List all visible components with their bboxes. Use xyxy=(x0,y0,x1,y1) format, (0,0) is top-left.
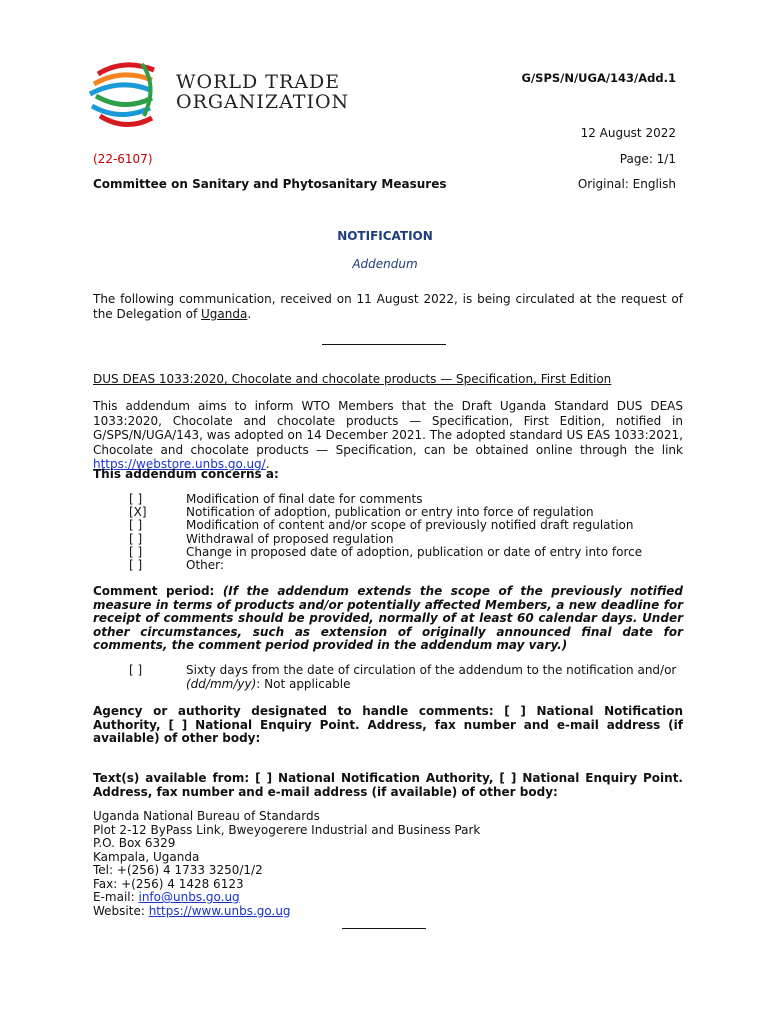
separator-line xyxy=(322,344,446,345)
intro-paragraph xyxy=(93,292,683,321)
address-name: Uganda National Bureau of Standards xyxy=(93,809,320,823)
checkbox-content[interactable]: [ ] xyxy=(129,518,143,532)
subject-title: DUS DEAS 1033:2020, Chocolate and chocolate products — Specification, First Edition xyxy=(93,372,612,386)
comment-period-label: Comment period: xyxy=(93,584,223,598)
checkbox-adoption[interactable]: [X] xyxy=(129,505,147,519)
checkbox-sixty-days[interactable]: [ ] xyxy=(129,663,143,677)
document-symbol: G/SPS/N/UGA/143/Add.1 xyxy=(521,71,676,85)
address-line1: Plot 2-12 ByPass Link, Bweyogerere Industrial and Business Park xyxy=(93,822,481,837)
addendum-subheading: Addendum xyxy=(352,257,418,271)
reference-number: (22-6107) xyxy=(93,152,153,166)
address-block xyxy=(93,810,480,918)
webstore-link[interactable]: https://webstore.unbs.go.ug/ xyxy=(93,457,266,471)
org-name-line2: ORGANIZATION xyxy=(176,91,350,113)
intro-end: . xyxy=(247,306,252,321)
wto-logo-text xyxy=(176,72,349,112)
option-date-change: Change in proposed date of adoption, publication or date of entry into force xyxy=(186,545,643,559)
agency-paragraph: Agency or authority designated to handle comments: [ ] National Notification Authority, [ ] National Enquiry Point. Address, fax number and e-mail address (if available) of other body: xyxy=(93,704,683,745)
option-withdrawal: Withdrawal of proposed regulation xyxy=(186,532,394,546)
original-language: Original: English xyxy=(577,177,676,191)
document-date: 12 August 2022 xyxy=(580,126,676,140)
address-fax: Fax: +(256) 4 1428 6123 xyxy=(93,876,244,891)
website-label: Website: xyxy=(93,903,149,918)
option-sixty-days xyxy=(186,663,686,691)
address-website-row xyxy=(93,905,480,919)
address-line3: Kampala, Uganda xyxy=(93,849,200,864)
checkbox-final-date[interactable]: [ ] xyxy=(129,492,143,506)
comment-period-paragraph xyxy=(93,585,683,653)
website-link[interactable]: https://www.unbs.go.ug xyxy=(148,903,291,918)
email-link[interactable]: info@unbs.go.ug xyxy=(138,890,240,904)
email-label: E-mail: xyxy=(93,890,139,904)
option-adoption: Notification of adoption, publication or entry into force of regulation xyxy=(186,505,594,519)
comment-period-note: (If the addendum extends the scope of the previously notified measure in terms of products and/or potentially affected Members, a new deadline for receipt of comments should be provided, normally of at least 60 calendar days. Under other circumstances, such as extension of originally announced final date for comments, the comment period provided in the addendum may vary.) xyxy=(93,584,683,652)
committee-name: Committee on Sanitary and Phytosanitary Measures xyxy=(93,177,447,191)
body-paragraph xyxy=(93,399,683,472)
option-content: Modification of content and/or scope of previously notified draft regulation xyxy=(186,518,634,532)
sixty-days-text: Sixty days from the date of circulation of the addendum to the notification and/or xyxy=(186,663,677,677)
concerns-heading: This addendum concerns a: xyxy=(93,467,279,481)
checkbox-withdrawal[interactable]: [ ] xyxy=(129,532,143,546)
checkbox-other[interactable]: [ ] xyxy=(129,558,143,572)
end-separator-line xyxy=(342,928,426,929)
option-other: Other: xyxy=(186,558,224,572)
notification-heading: NOTIFICATION xyxy=(337,229,433,243)
texts-available-paragraph: Text(s) available from: [ ] National Notification Authority, [ ] National Enquiry Point. Address, fax number and e-mail address (if available) of other body: xyxy=(93,771,683,799)
body-text: This addendum aims to inform WTO Members that the Draft Uganda Standard DUS DEAS 1033:2020, Chocolate and chocolate products — Specification, First Edition, notified in G/SPS/N/UGA/143, was adopted on 14 December 2021. The adopted standard US EAS 1033:2021, Chocolate and chocolate products — Specification, can be obtained online through the link xyxy=(93,399,683,457)
sixty-days-value: : Not applicable xyxy=(256,677,351,691)
intro-text: The following communication, received on 11 August 2022, is being circulated at the request of the Delegation of xyxy=(93,292,683,321)
page-number: Page: 1/1 xyxy=(619,152,676,166)
delegation-name: Uganda xyxy=(201,306,248,321)
option-final-date: Modification of final date for comments xyxy=(186,492,423,506)
checkbox-date-change[interactable]: [ ] xyxy=(129,545,143,559)
date-format: (dd/mm/yy) xyxy=(186,677,257,691)
address-line2: P.O. Box 6329 xyxy=(93,836,176,850)
org-name-line1: WORLD TRADE xyxy=(176,71,341,93)
address-email-row xyxy=(93,891,480,905)
address-tel: Tel: +(256) 4 1733 3250/1/2 xyxy=(93,863,263,877)
body-end: . xyxy=(265,457,270,471)
